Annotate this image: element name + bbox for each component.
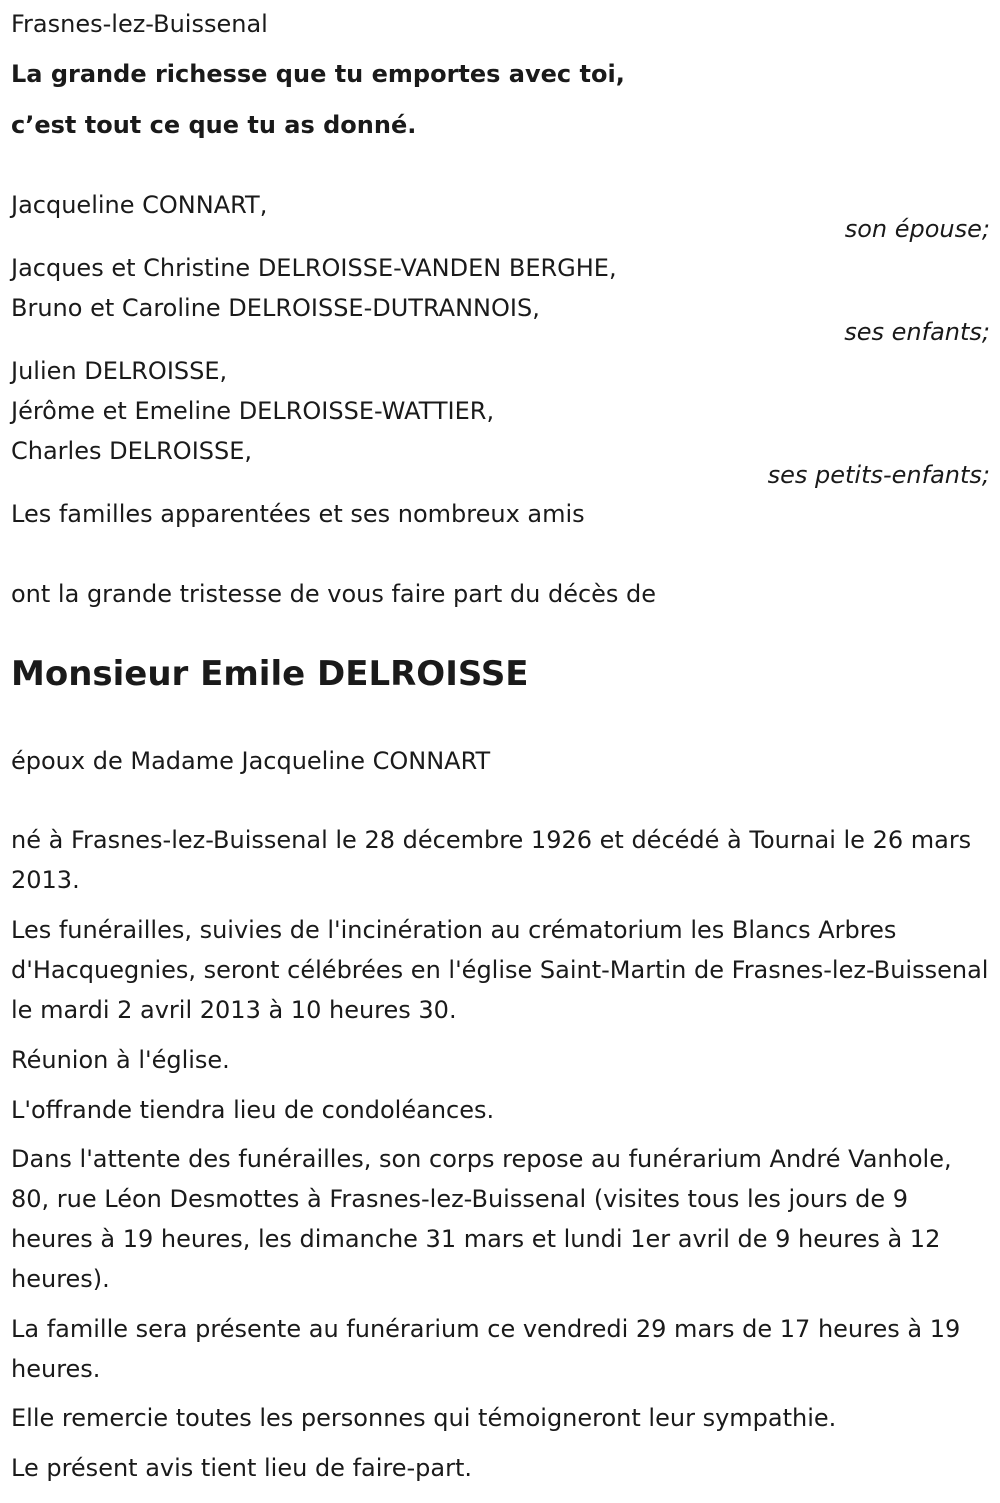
grandchildren-role: ses petits-enfants; — [767, 461, 990, 489]
children-role: ses enfants; — [844, 318, 990, 346]
location-header: Frasnes-lez-Buissenal — [11, 10, 268, 38]
announcement-text: ont la grande tristesse de vous faire part du décès de — [11, 580, 657, 608]
other-relatives: Les familles apparentées et ses nombreux amis — [11, 500, 585, 528]
child-2: Bruno et Caroline DELROISSE-DUTRANNOIS, — [11, 294, 540, 322]
child-1: Jacques et Christine DELROISSE-VANDEN BERGHE, — [11, 254, 617, 282]
funeral-paragraph: Les funérailles, suivies de l'incinération au crématorium les Blancs Arbres d'Hacquegnies, seront célébrées en l'église Saint-Martin de Frasnes-lez-Buissenal le mardi 2 avril 2013 à 10 heures 30. — [11, 916, 989, 1024]
offering-paragraph: L'offrande tiendra lieu de condoléances. — [11, 1096, 495, 1124]
grandchild-2: Jérôme et Emeline DELROISSE-WATTIER, — [11, 397, 495, 425]
quote-line-2: c’est tout ce que tu as donné. — [11, 111, 417, 139]
spouse-of-text: époux de Madame Jacqueline CONNART — [11, 747, 491, 775]
birth-death-paragraph: né à Frasnes-lez-Buissenal le 28 décembre 1926 et décédé à Tournai le 26 mars 2013. — [11, 826, 972, 894]
family-present-paragraph: La famille sera présente au funérarium ce vendredi 29 mars de 17 heures à 19 heures. — [11, 1315, 961, 1383]
thanks-paragraph: Elle remercie toutes les personnes qui témoigneront leur sympathie. — [11, 1404, 837, 1432]
funerarium-paragraph: Dans l'attente des funérailles, son corps repose au funérarium André Vanhole, 80, rue Léon Desmottes à Frasnes-lez-Buissenal (visites tous les jours de 9 heures à 19 heures, les dimanche 31 mars et lundi 1er avril de 9 heures à 12 heures). — [11, 1145, 952, 1293]
grandchild-3: Charles DELROISSE, — [11, 437, 253, 465]
notice-paragraph: Le présent avis tient lieu de faire-part. — [11, 1454, 473, 1482]
deceased-name: Monsieur Emile DELROISSE — [11, 654, 529, 694]
spouse-name: Jacqueline CONNART, — [11, 191, 268, 219]
spouse-role: son épouse; — [844, 215, 990, 243]
quote-line-1: La grande richesse que tu emportes avec toi, — [11, 60, 625, 88]
meeting-paragraph: Réunion à l'église. — [11, 1046, 230, 1074]
grandchild-1: Julien DELROISSE, — [11, 357, 228, 385]
